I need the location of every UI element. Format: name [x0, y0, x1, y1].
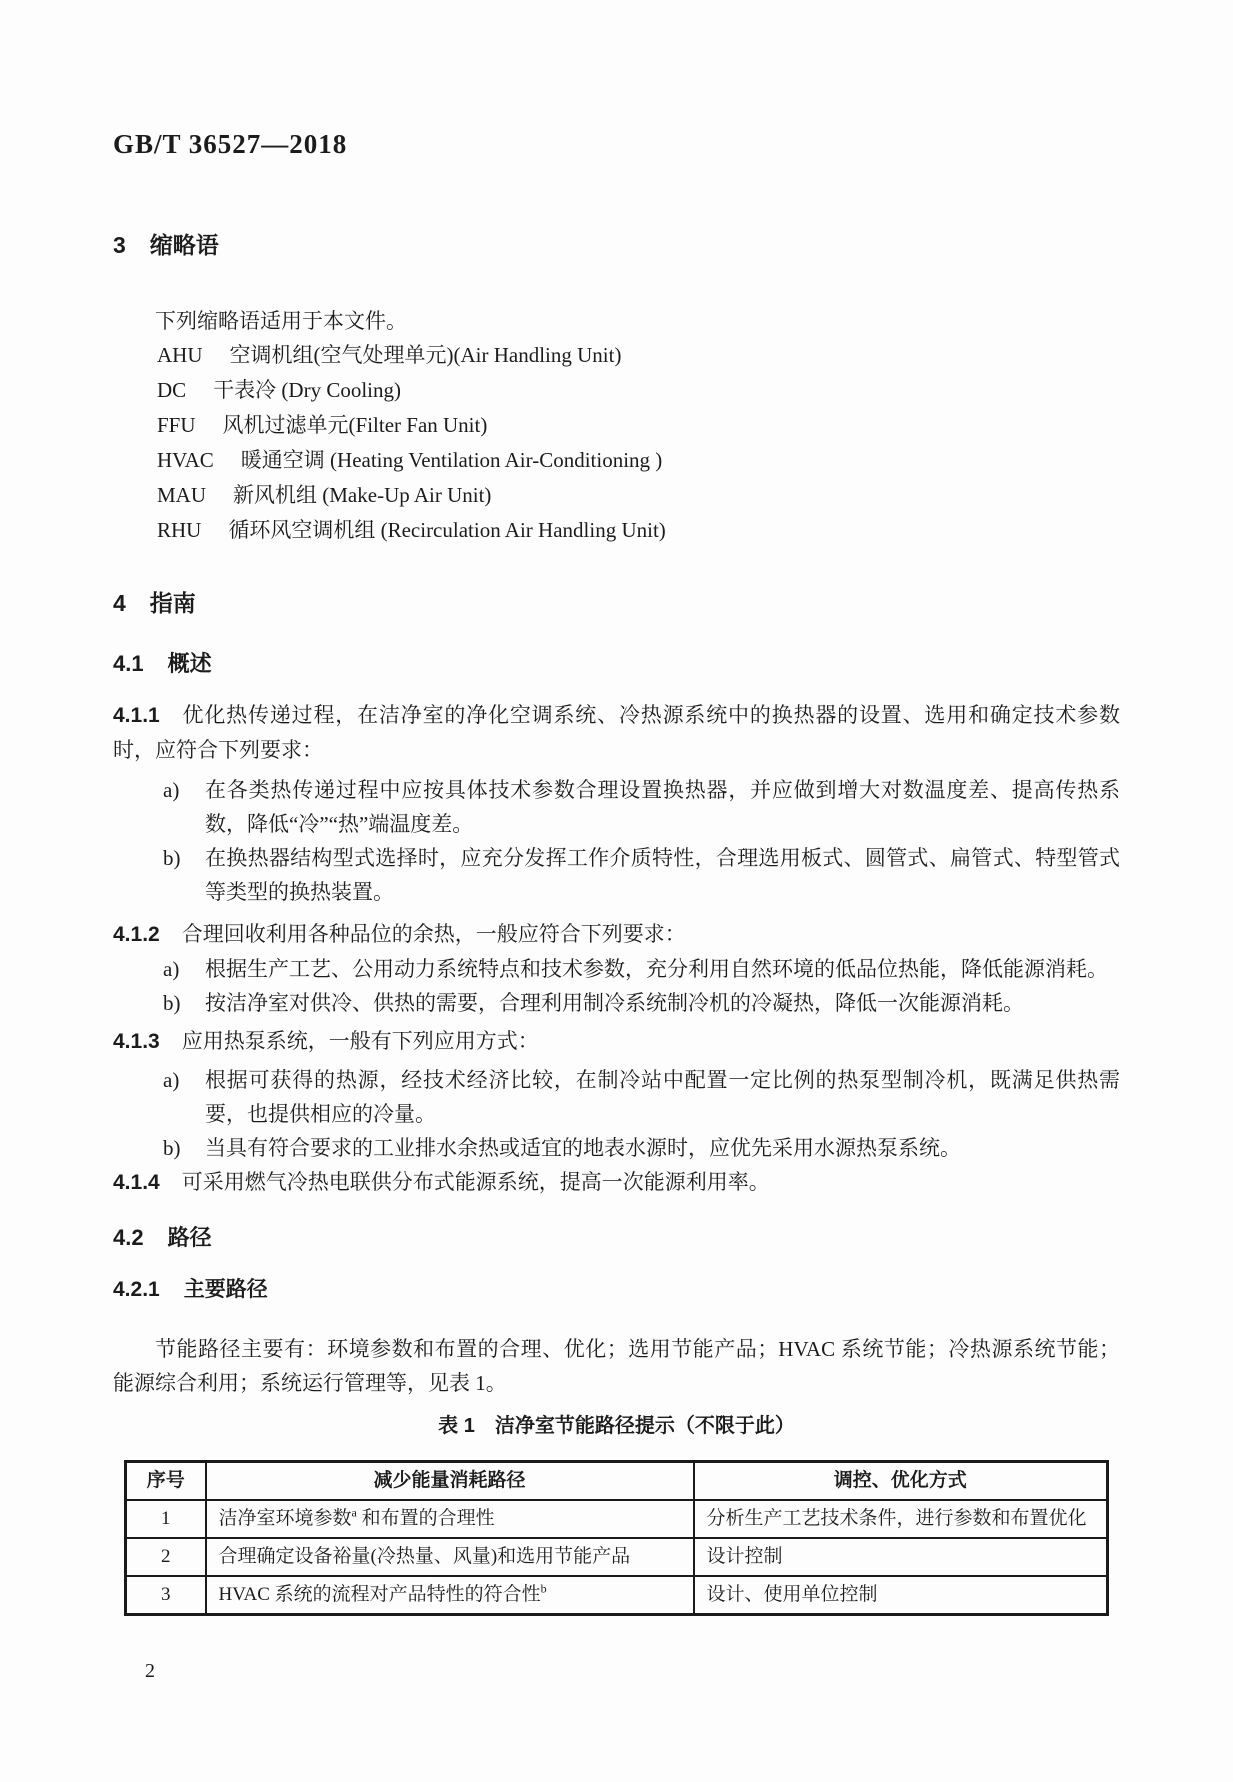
- abbreviation-term: RHU: [157, 518, 202, 542]
- section-4-2-heading: [113, 1224, 1120, 1252]
- clause-number: 4.1.2: [113, 923, 160, 946]
- header-cell-path: 减少能量消耗路径: [206, 1462, 694, 1501]
- abbreviation-definition: 空调机组(空气处理单元)(Air Handling Unit): [229, 343, 622, 367]
- cell-path: [206, 1538, 694, 1576]
- list-item-a: [113, 1063, 1120, 1131]
- section-4-1-number: 4.1: [113, 651, 144, 676]
- clause-text: 应用热泵系统，一般有下列应用方式：: [181, 1029, 539, 1053]
- abbreviation-definition: 暖通空调 (Heating Ventilation Air-Conditioning ): [240, 448, 663, 472]
- clause-4-1-4: [113, 1165, 1120, 1200]
- section-4-1-title: 概述: [167, 651, 212, 676]
- cell-path: [206, 1500, 694, 1538]
- clause-number: 4.1.1: [113, 704, 160, 727]
- list-item-text: 按洁净室对供冷、供热的需要，合理利用制冷系统制冷机的冷凝热，降低一次能源消耗。: [205, 991, 1024, 1015]
- abbreviation-item: [113, 513, 1120, 548]
- cell-path: [206, 1576, 694, 1615]
- clause-text: 可采用燃气冷热电联供分布式能源系统，提高一次能源利用率。: [181, 1170, 770, 1194]
- cell-no: 3: [126, 1576, 206, 1615]
- section-4-2-title: 路径: [167, 1225, 212, 1250]
- table-header-row: [126, 1462, 1108, 1501]
- list-item-text: 在换热器结构型式选择时，应充分发挥工作介质特性，合理选用板式、圆管式、扁管式、特型管式等类型的换热装置。: [205, 846, 1120, 904]
- table-row: [126, 1500, 1108, 1538]
- table-1: [124, 1460, 1109, 1616]
- footnote-marker-b: b: [540, 1581, 547, 1596]
- section-3-number: 3: [113, 232, 126, 258]
- section-4-2-1-number: 4.2.1: [113, 1278, 160, 1301]
- abbreviation-item: [113, 338, 1120, 373]
- cell-path-text: HVAC 系统的流程对产品特性的符合性: [218, 1584, 541, 1605]
- footnote-marker-a: a: [351, 1505, 357, 1520]
- section-3-title: 缩略语: [149, 232, 219, 258]
- list-item-text: 当具有符合要求的工业排水余热或适宜的地表水源时，应优先采用水源热泵系统。: [205, 1136, 961, 1160]
- clause-text: 优化热传递过程，在洁净室的净化空调系统、冷热源系统中的换热器的设置、选用和确定技术参数时，应符合下列要求：: [113, 703, 1120, 762]
- list-item-text: 根据可获得的热源，经技术经济比较，在制冷站中配置一定比例的热泵型制冷机，既满足供热需要，也提供相应的冷量。: [205, 1068, 1120, 1126]
- list-item-b: [113, 986, 1120, 1020]
- header-cell-no: 序号: [126, 1462, 206, 1501]
- section-4-heading: [113, 588, 1120, 618]
- paragraph-paths: 节能路径主要有：环境参数和布置的合理、优化；选用节能产品；HVAC 系统节能；冷热源系统节能；能源综合利用；系统运行管理等，见表 1。: [113, 1337, 1120, 1395]
- section-4-2-1-title: 主要路径: [183, 1278, 268, 1301]
- abbreviation-definition: 循环风空调机组 (Recirculation Air Handling Unit): [228, 518, 666, 542]
- table-row: [126, 1538, 1108, 1576]
- abbreviation-term: DC: [157, 378, 187, 402]
- abbreviation-item: [113, 478, 1120, 513]
- page-number: 2: [145, 1660, 155, 1682]
- abbreviation-item: [113, 408, 1120, 443]
- list-item-a: [113, 773, 1120, 841]
- abbreviation-term: AHU: [157, 343, 203, 367]
- clause-4-1-1: [113, 698, 1120, 767]
- section-4-title: 指南: [149, 590, 196, 616]
- list-item-label: b): [163, 991, 181, 1015]
- clause-4-1-3: [113, 1024, 1120, 1059]
- section-4-1-heading: [113, 650, 1120, 678]
- list-item-label: b): [163, 846, 181, 870]
- section-4-2-1-heading: [113, 1276, 1120, 1304]
- list-item-label: b): [163, 1136, 181, 1160]
- list-item-b: [113, 1131, 1120, 1165]
- clause-number: 4.1.3: [113, 1030, 160, 1053]
- cell-path-rest: 和布置的合理性: [356, 1508, 495, 1529]
- list-item-b: [113, 841, 1120, 909]
- abbreviation-item: [113, 443, 1120, 478]
- cell-path-text: 合理确定设备裕量(冷热量、风量)和选用节能产品: [218, 1546, 631, 1567]
- cell-method: 设计控制: [694, 1538, 1108, 1576]
- section-4-number: 4: [113, 590, 126, 616]
- table-1-caption: 表 1 洁净室节能路径提示（不限于此）: [438, 1415, 795, 1437]
- clause-4-1-2: [113, 917, 1120, 952]
- list-item-text: 根据生产工艺、公用动力系统特点和技术参数，充分利用自然环境的低品位热能，降低能源消耗。: [205, 957, 1108, 981]
- cell-method: 设计、使用单位控制: [694, 1576, 1108, 1615]
- table-row: [126, 1576, 1108, 1615]
- abbreviation-definition: 干表冷 (Dry Cooling): [213, 378, 402, 402]
- list-item-label: a): [163, 1068, 180, 1092]
- list-item-text: 在各类热传递过程中应按具体技术参数合理设置换热器，并应做到增大对数温度差、提高传热系数，降低“冷”“热”端温度差。: [205, 778, 1120, 836]
- abbreviation-definition: 风机过滤单元(Filter Fan Unit): [222, 413, 488, 437]
- clause-text: 合理回收利用各种品位的余热，一般应符合下列要求：: [181, 922, 686, 946]
- section-4-2-number: 4.2: [113, 1225, 144, 1250]
- clause-number: 4.1.4: [113, 1171, 160, 1194]
- cell-method: 分析生产工艺技术条件，进行参数和布置优化: [694, 1500, 1108, 1538]
- list-item-a: [113, 952, 1120, 986]
- abbreviation-item: [113, 373, 1120, 408]
- abbreviation-list: [113, 338, 1120, 548]
- cell-no: 2: [126, 1538, 206, 1576]
- section-3-heading: [113, 230, 1120, 260]
- doc-number: GB/T 36527—2018: [113, 129, 348, 159]
- abbreviation-term: HVAC: [157, 448, 214, 472]
- abbreviations-intro: 下列缩略语适用于本文件。: [155, 309, 407, 333]
- cell-no: 1: [126, 1500, 206, 1538]
- cell-path-text: 洁净室环境参数: [218, 1508, 352, 1529]
- list-item-label: a): [163, 957, 180, 981]
- abbreviation-term: FFU: [157, 413, 196, 437]
- abbreviation-definition: 新风机组 (Make-Up Air Unit): [233, 483, 492, 507]
- header-cell-method: 调控、优化方式: [694, 1462, 1108, 1501]
- abbreviation-term: MAU: [157, 483, 207, 507]
- list-item-label: a): [163, 778, 180, 802]
